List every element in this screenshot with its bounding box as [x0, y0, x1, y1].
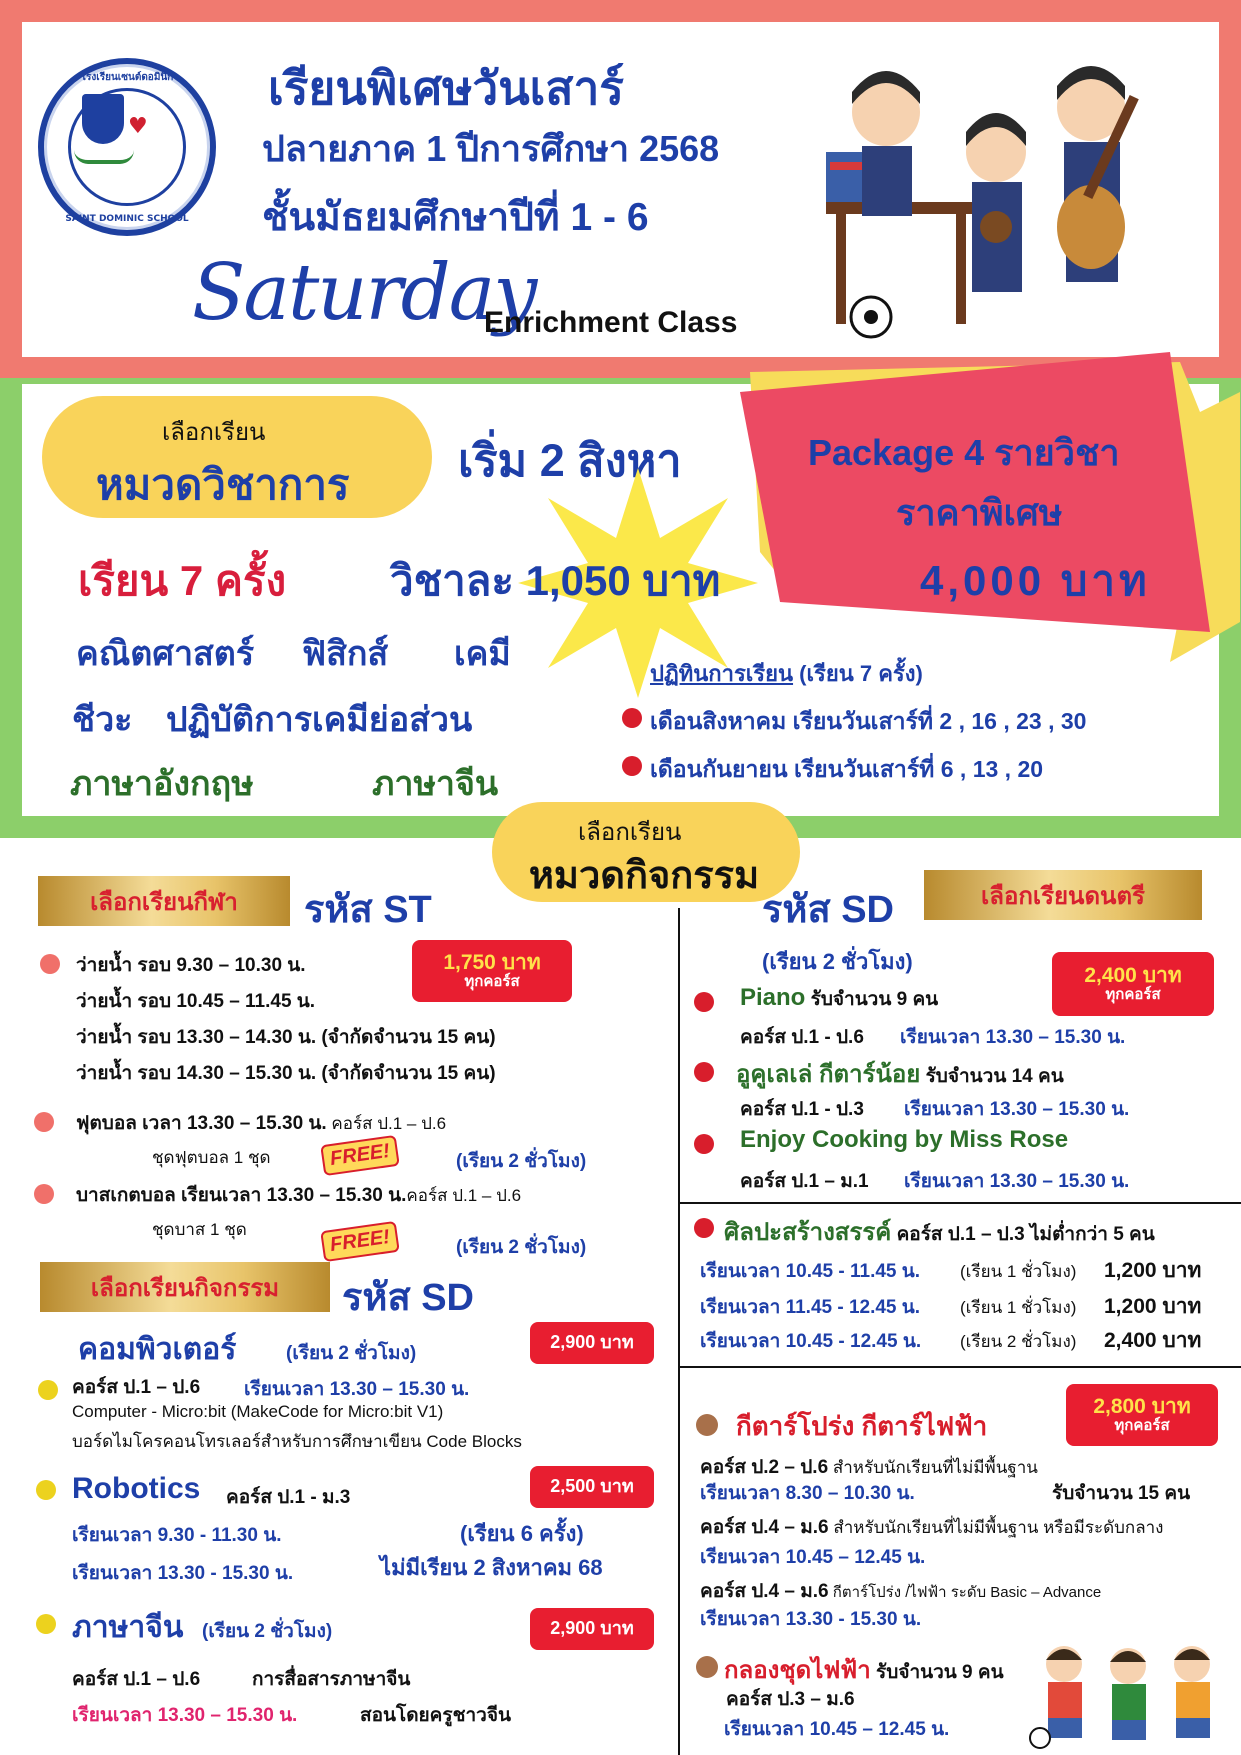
bullet-icon — [694, 992, 714, 1012]
section-divider — [680, 1202, 1241, 1204]
piano-capacity: รับจำนวน 9 คน — [805, 989, 939, 1010]
free-badge: FREE! — [320, 1135, 400, 1176]
choose-label: เลือกเรียน — [162, 419, 266, 446]
robotics-price-tag — [530, 1466, 654, 1508]
robotics-time-2: เรียนเวลา 13.30 - 15.30 น. — [72, 1563, 294, 1584]
art-course: คอร์ส ป.1 – ป.3 ไม่ต่ำกว่า 5 คน — [891, 1224, 1155, 1245]
guitar-price-tag — [1066, 1384, 1218, 1446]
football-course: คอร์ส ป.1 – ป.6 — [326, 1114, 447, 1133]
guitar-course-3 — [700, 1576, 1101, 1606]
course-note: กีตาร์โปร่ง /ไฟฟ้า ระดับ Basic – Advance — [828, 1584, 1102, 1601]
bullet-icon — [694, 1134, 714, 1154]
bullet-icon — [622, 708, 642, 728]
basketball-course: คอร์ส ป.1 – ป.6 — [406, 1186, 522, 1205]
chinese-price-tag — [530, 1608, 654, 1650]
music-hours: (เรียน 2 ชั่วโมง) — [762, 949, 913, 974]
computer-desc-2: บอร์ดไมโครคอนโทรเลอร์สำหรับการศึกษาเขียน Code Blocks — [72, 1432, 522, 1451]
chinese-hours: (เรียน 2 ชั่วโมง) — [202, 1621, 333, 1642]
chinese-teacher: สอนโดยครูชาวจีน — [360, 1705, 511, 1726]
art-time-2: เรียนเวลา 11.45 - 12.45 น. — [700, 1297, 921, 1318]
guitar-time-1: เรียนเวลา 8.30 – 10.30 น. — [700, 1483, 915, 1504]
sport-ribbon: เลือกเรียนกีฬา — [38, 876, 290, 926]
drum-title: กลองชุดไฟฟ้า — [724, 1657, 871, 1684]
price-note: ทุกคอร์ส — [1114, 1417, 1170, 1435]
package-title: Package 4 รายวิชา — [808, 432, 1120, 473]
calendar-title: ปฏิทินการเรียน — [650, 661, 794, 686]
swim-slot-3: ว่ายน้ำ รอบ 13.30 – 14.30 น. (จำกัดจำนวน 15 คน) — [76, 1027, 496, 1048]
chinese-course: คอร์ส ป.1 – ป.6 — [72, 1669, 201, 1690]
drum-capacity: รับจำนวน 9 คน — [870, 1662, 1004, 1683]
bullet-icon — [34, 1112, 54, 1132]
cooking-course: คอร์ส ป.1 – ม.1 — [740, 1171, 869, 1192]
grades-label: ชั้นมัธยมศึกษาปีที่ 1 - 6 — [262, 196, 649, 239]
section-divider — [680, 1366, 1241, 1368]
bullet-icon — [696, 1414, 718, 1436]
ukulele-title: อูคูเลเล่ กีตาร์น้อย — [736, 1061, 921, 1088]
bullet-icon — [38, 1380, 58, 1400]
guitar-time-2: เรียนเวลา 10.45 – 12.45 น. — [700, 1547, 926, 1568]
robotics-sessions: (เรียน 6 ครั้ง) — [460, 1521, 584, 1546]
start-date: เริ่ม 2 สิงหา — [458, 435, 682, 486]
academic-category: หมวดวิชาการ — [96, 461, 350, 508]
saturday-script-title: Saturday — [192, 248, 536, 338]
calendar-august: เดือนสิงหาคม เรียนวันเสาร์ที่ 2 , 16 , 23 , 30 — [650, 708, 1087, 734]
computer-title: คอมพิวเตอร์ — [78, 1333, 237, 1366]
art-hours-3: (เรียน 2 ชั่วโมง) — [960, 1332, 1077, 1351]
bullet-icon — [36, 1480, 56, 1500]
piano-line — [740, 984, 938, 1014]
chinese-topic: การสื่อสารภาษาจีน — [252, 1669, 411, 1690]
package-subtitle: ราคาพิเศษ — [896, 492, 1063, 533]
basketball-time: บาสเกตบอล เรียนเวลา 13.30 – 15.30 น. — [76, 1185, 407, 1206]
robotics-course: คอร์ส ป.1 - ม.3 — [226, 1487, 351, 1508]
swim-price-tag — [412, 940, 572, 1002]
price-value: 2,900 บาท — [550, 1332, 634, 1353]
art-time-1: เรียนเวลา 10.45 - 11.45 น. — [700, 1261, 921, 1282]
robotics-time-1: เรียนเวลา 9.30 - 11.30 น. — [72, 1525, 282, 1546]
cooking-time: เรียนเวลา 13.30 – 15.30 น. — [904, 1171, 1130, 1192]
drum-time: เรียนเวลา 10.45 – 12.45 น. — [724, 1719, 950, 1740]
subject-microscale-chem-lab: ปฏิบัติการเคมีย่อส่วน — [166, 701, 473, 739]
piano-course: คอร์ส ป.1 - ป.6 — [740, 1027, 864, 1048]
drum-course: คอร์ส ป.3 – ม.6 — [726, 1689, 855, 1710]
calendar-september: เดือนกันยายน เรียนวันเสาร์ที่ 6 , 13 , 20 — [650, 756, 1044, 782]
price-value: 2,800 บาท — [1093, 1395, 1191, 1419]
free-badge: FREE! — [320, 1221, 400, 1262]
students-illustration — [826, 52, 1171, 342]
activity-ribbon: เลือกเรียนกิจกรรม — [40, 1262, 330, 1312]
art-hours-1: (เรียน 1 ชั่วโมง) — [960, 1262, 1077, 1281]
cooking-title: Enjoy Cooking by Miss Rose — [740, 1126, 1069, 1153]
choose-label: เลือกเรียน — [578, 819, 682, 846]
guitar-capacity: รับจำนวน 15 คน — [1052, 1483, 1191, 1504]
page-title: เรียนพิเศษวันเสาร์ — [268, 62, 625, 114]
price-value: 2,400 บาท — [1084, 964, 1182, 988]
price-note: ทุกคอร์ส — [464, 973, 520, 991]
logo-text-bottom: SAINT DOMINIC SCHOOL — [65, 214, 189, 224]
activity-code: รหัส SD — [342, 1277, 474, 1319]
ukulele-course: คอร์ส ป.1 - ป.3 — [740, 1099, 864, 1120]
subject-math: คณิตศาสตร์ — [76, 635, 255, 673]
course-label: คอร์ส ป.4 – ม.6 — [700, 1517, 829, 1538]
basketball-line — [76, 1180, 521, 1210]
sport-code: รหัส ST — [304, 889, 432, 931]
kids-music-illustration — [1028, 1634, 1228, 1750]
computer-price-tag — [530, 1322, 654, 1364]
football-hours: (เรียน 2 ชั่วโมง) — [456, 1151, 587, 1172]
basketball-gift: ชุดบาส 1 ชุด — [152, 1220, 247, 1239]
bullet-icon — [694, 1218, 714, 1238]
piano-time: เรียนเวลา 13.30 – 15.30 น. — [900, 1027, 1126, 1048]
bullet-icon — [694, 1062, 714, 1082]
price-note: ทุกคอร์ส — [1105, 986, 1161, 1004]
subject-english: ภาษาอังกฤษ — [70, 765, 254, 803]
bullet-icon — [34, 1184, 54, 1204]
guitar-time-3: เรียนเวลา 13.30 - 15.30 น. — [700, 1609, 922, 1630]
swim-slot-1: ว่ายน้ำ รอบ 9.30 – 10.30 น. — [76, 955, 306, 976]
swim-slot-4: ว่ายน้ำ รอบ 14.30 – 15.30 น. (จำกัดจำนวน 15 คน) — [76, 1063, 496, 1084]
robotics-title: Robotics — [72, 1472, 201, 1505]
bullet-icon — [696, 1656, 718, 1678]
course-label: คอร์ส ป.4 – ม.6 — [700, 1581, 829, 1602]
subject-chemistry: เคมี — [454, 635, 511, 673]
subject-chinese: ภาษาจีน — [372, 765, 499, 803]
art-price-1: 1,200 บาท — [1104, 1259, 1202, 1282]
subject-biology: ชีวะ — [72, 701, 133, 739]
ukulele-line — [736, 1054, 1064, 1093]
art-line — [724, 1212, 1155, 1251]
column-divider — [678, 908, 680, 1755]
chinese-time: เรียนเวลา 13.30 – 15.30 น. — [72, 1705, 298, 1726]
course-label: คอร์ส ป.2 – ป.6 — [700, 1457, 829, 1478]
course-note: สำหรับนักเรียนที่ไม่มีพื้นฐาน — [828, 1458, 1038, 1477]
price-value: 1,750 บาท — [443, 951, 541, 975]
guitar-course-2 — [700, 1512, 1164, 1542]
piano-title: Piano — [740, 984, 806, 1011]
art-time-3: เรียนเวลา 10.45 - 12.45 น. — [700, 1331, 922, 1352]
bullet-icon — [36, 1614, 56, 1634]
basketball-hours: (เรียน 2 ชั่วโมง) — [456, 1237, 587, 1258]
term-label: ปลายภาค 1 ปีการศึกษา 2568 — [262, 128, 720, 169]
computer-course: คอร์ส ป.1 – ป.6 — [72, 1377, 201, 1398]
computer-time: เรียนเวลา 13.30 – 15.30 น. — [244, 1379, 470, 1400]
swim-slot-2: ว่ายน้ำ รอบ 10.45 – 11.45 น. — [76, 991, 316, 1012]
ukulele-capacity: รับจำนวน 14 คน — [920, 1066, 1064, 1087]
ukulele-time: เรียนเวลา 13.30 – 15.30 น. — [904, 1099, 1130, 1120]
package-price: 4,000 บาท — [920, 557, 1151, 604]
guitar-title: กีตาร์โปร่ง กีตาร์ไฟฟ้า — [736, 1411, 988, 1441]
music-ribbon: เลือกเรียนดนตรี — [924, 870, 1202, 920]
calendar-note: (เรียน 7 ครั้ง) — [793, 661, 923, 686]
price-value: 2,500 บาท — [550, 1476, 634, 1497]
art-hours-2: (เรียน 1 ชั่วโมง) — [960, 1298, 1077, 1317]
logo-text-top: โรงเรียนเซนต์ดอมินิก — [80, 72, 174, 83]
school-logo: โรงเรียนเซนต์ดอมินิก ♥ SAINT DOMINIC SCHOOL — [38, 58, 216, 236]
football-line — [76, 1108, 446, 1138]
chinese-title: ภาษาจีน — [72, 1611, 184, 1644]
music-price-tag — [1052, 952, 1214, 1016]
art-title: ศิลปะสร้างสรรค์ — [724, 1219, 892, 1246]
computer-desc-1: Computer - Micro:bit (MakeCode for Micro:bit V1) — [72, 1402, 444, 1421]
subject-physics: ฟิสิกส์ — [302, 635, 389, 673]
robotics-note: ไม่มีเรียน 2 สิงหาคม 68 — [380, 1555, 603, 1580]
bullet-icon — [622, 756, 642, 776]
activity-category: หมวดกิจกรรม — [528, 855, 760, 897]
football-gift: ชุดฟุตบอล 1 ชุด — [152, 1148, 271, 1167]
price-value: 2,900 บาท — [550, 1618, 634, 1639]
enrichment-subtitle: Enrichment Class — [484, 306, 738, 339]
art-price-2: 1,200 บาท — [1104, 1295, 1202, 1318]
art-price-3: 2,400 บาท — [1104, 1329, 1202, 1352]
computer-hours: (เรียน 2 ชั่วโมง) — [286, 1343, 417, 1364]
course-note: สำหรับนักเรียนที่ไม่มีพื้นฐาน หรือมีระดับกลาง — [828, 1518, 1164, 1537]
music-code: รหัส SD — [762, 889, 894, 931]
bullet-icon — [40, 954, 60, 974]
football-time: ฟุตบอล เวลา 13.30 – 15.30 น. — [76, 1113, 327, 1134]
session-count: เรียน 7 ครั้ง — [78, 557, 287, 604]
calendar-heading — [650, 656, 923, 691]
price-per-subject: วิชาละ 1,050 บาท — [390, 557, 721, 604]
